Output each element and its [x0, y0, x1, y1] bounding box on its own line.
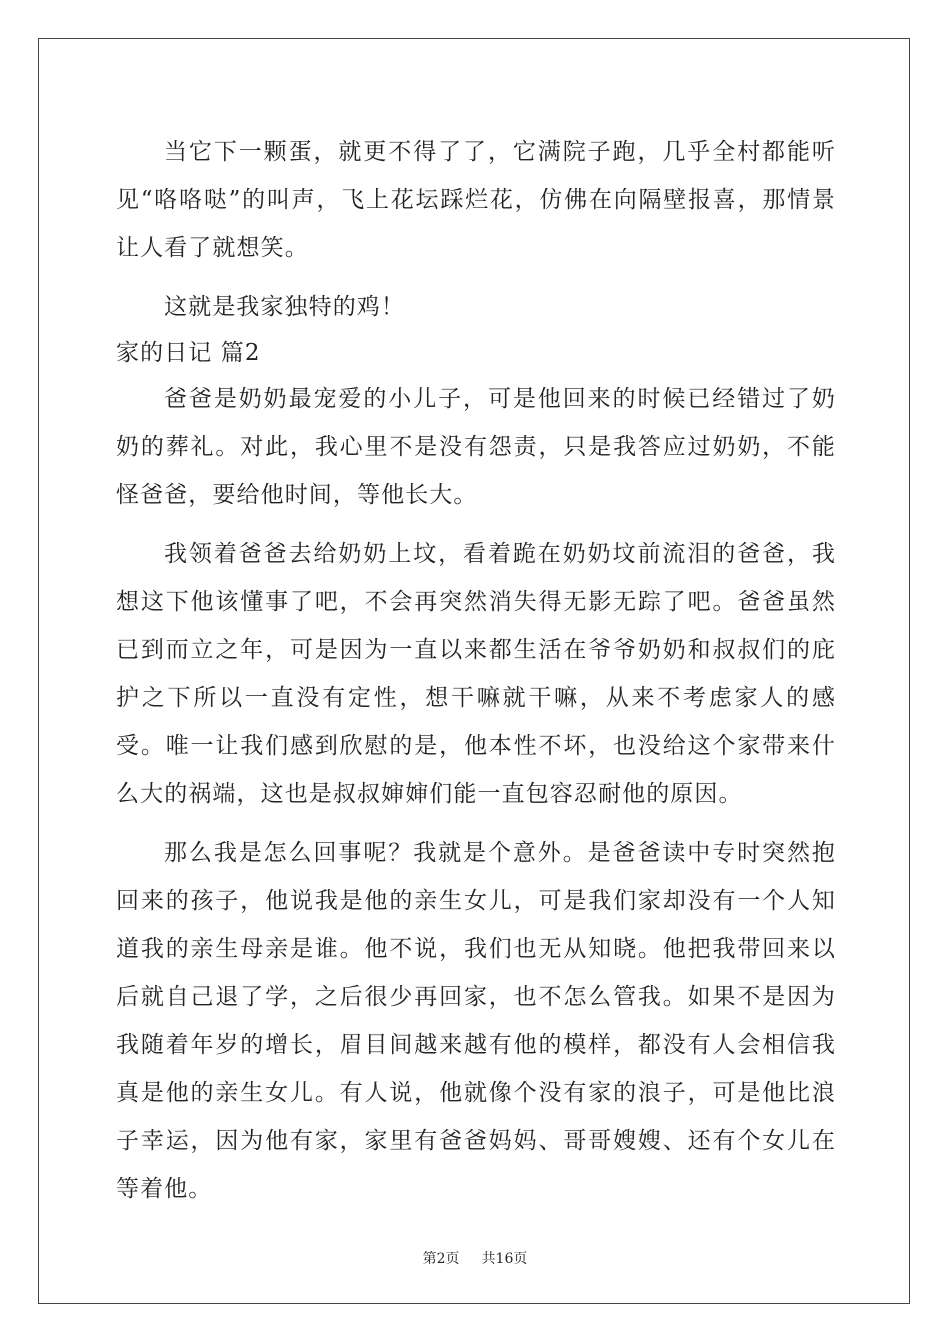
document-body: [116, 128, 836, 1213]
paragraph: 那么我是怎么回事呢？我就是个意外。是爸爸读中专时突然抱回来的孩子，他说我是他的亲生女儿，可是我们家却没有一个人知道我的亲生母亲是谁。他不说，我们也无从知晓。他把我带回来以后就自己退了学，之后很少再回家，也不怎么管我。如果不是因为我随着年岁的增长，眉目间越来越有他的模样，都没有人会相信我真是他的亲生女儿。有人说，他就像个没有家的浪子，可是他比浪子幸运，因为他有家，家里有爸爸妈妈、哥哥嫂嫂、还有个女儿在等着他。: [116, 840, 836, 1202]
page-number: 第2页: [422, 1251, 460, 1267]
section-heading: 家的日记 篇2: [116, 340, 261, 366]
paragraph: 这就是我家独特的鸡！: [164, 294, 405, 320]
page-total: 共16页: [481, 1251, 528, 1267]
page-footer: [0, 1248, 950, 1268]
paragraph: 爸爸是奶奶最宠爱的小儿子，可是他回来的时候已经错过了奶奶的葬礼。对此，我心里不是没有怨责，只是我答应过奶奶，不能怪爸爸，要给他时间，等他长大。: [116, 386, 836, 508]
paragraph: 当它下一颗蛋，就更不得了了，它满院子跑，几乎全村都能听见“咯咯哒”的叫声，飞上花坛踩烂花，仿佛在向隔壁报喜，那情景让人看了就想笑。: [116, 139, 836, 261]
paragraph: 我领着爸爸去给奶奶上坟，看着跪在奶奶坟前流泪的爸爸，我想这下他该懂事了吧，不会再突然消失得无影无踪了吧。爸爸虽然已到而立之年，可是因为一直以来都生活在爷爷奶奶和叔叔们的庇护之下所以一直没有定性，想干嘛就干嘛，从来不考虑家人的感受。唯一让我们感到欣慰的是，他本性不坏，也没给这个家带来什么大的祸端，这也是叔叔婶婶们能一直包容忍耐他的原因。: [116, 541, 836, 807]
